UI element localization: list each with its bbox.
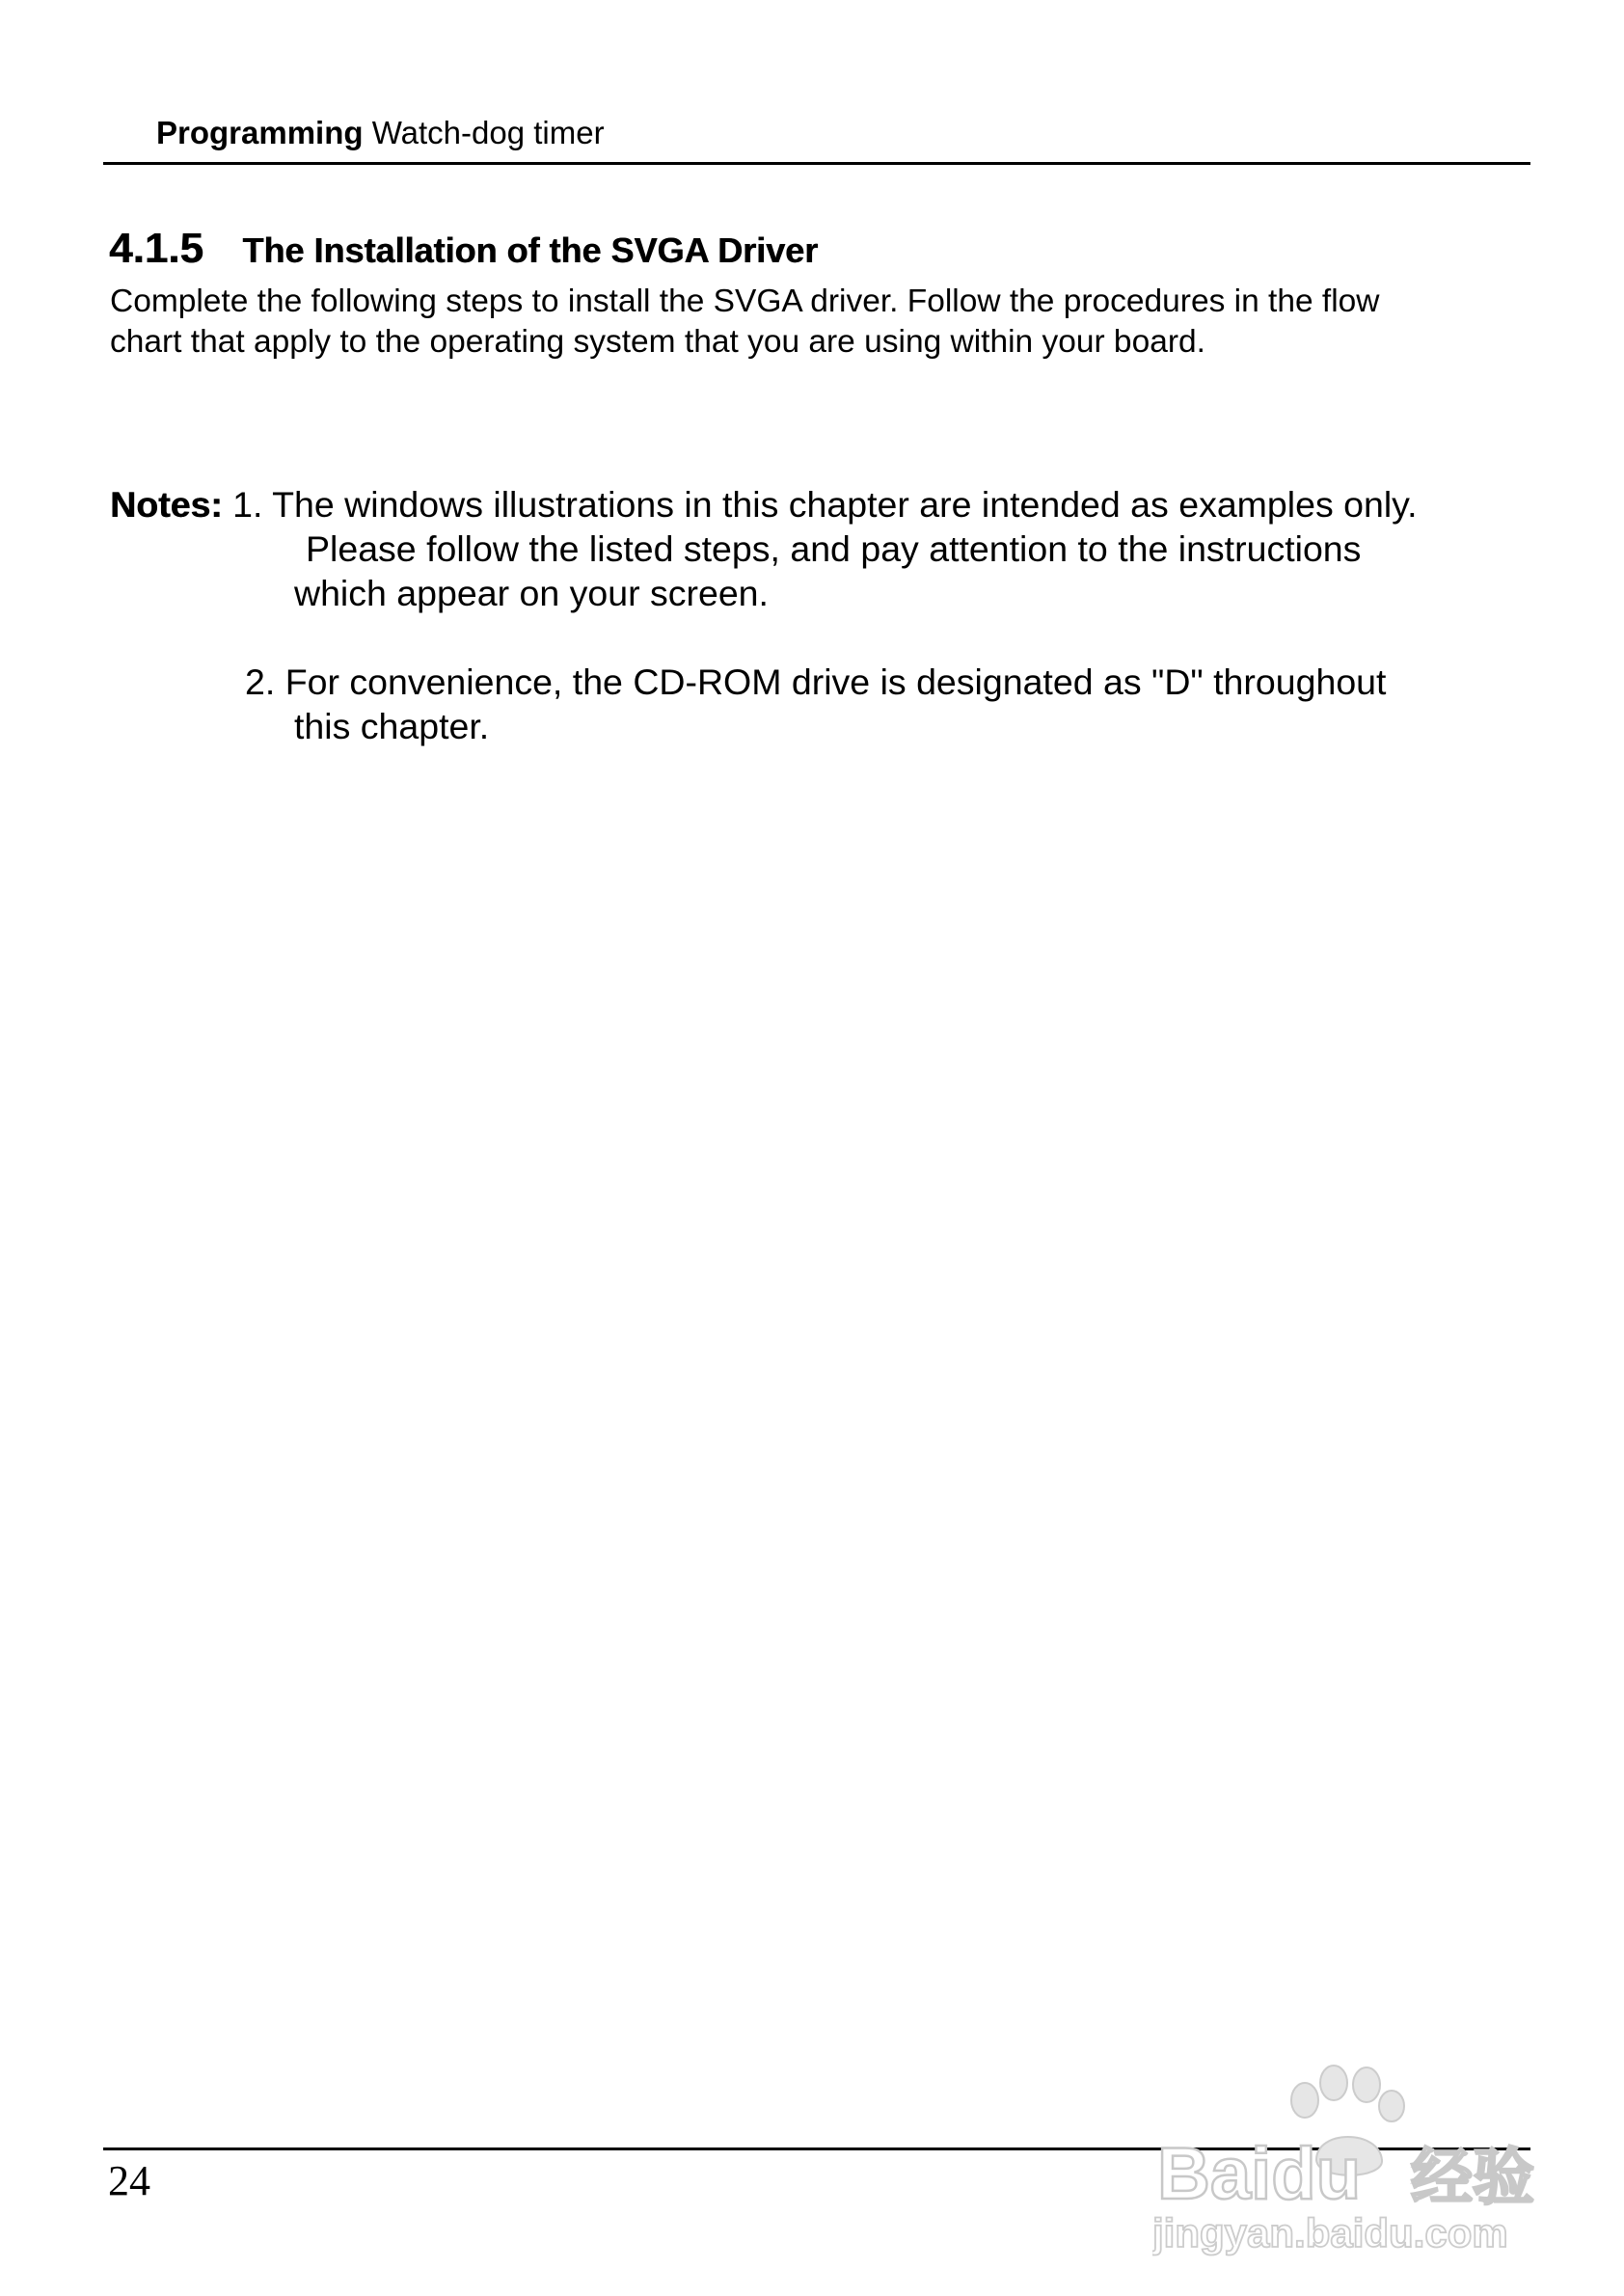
intro-line: Complete the following steps to install the SVGA driver. Follow the procedures in the flow — [110, 284, 1380, 319]
notes-first-line — [110, 482, 1418, 527]
baidu-watermark — [1152, 2054, 1557, 2256]
section-title: The Installation of the SVGA Driver — [242, 230, 819, 270]
watermark-url: jingyan.baidu.com — [1152, 2210, 1508, 2255]
section-heading — [109, 222, 818, 278]
note-2-line: this chapter. — [294, 706, 490, 746]
intro-line: chart that apply to the operating system that you are using within your board. — [110, 324, 1205, 360]
section-number: 4.1.5 — [109, 225, 203, 272]
running-header — [156, 114, 605, 152]
header-section-label: Programming — [156, 115, 364, 150]
intro-paragraph — [110, 282, 1537, 363]
header-divider — [103, 162, 1530, 165]
page-number: 24 — [108, 2157, 150, 2204]
note-2-line: 2. For convenience, the CD-ROM drive is designated as "D" throughout — [245, 662, 1387, 702]
header-section-subtitle: Watch-dog timer — [371, 115, 605, 150]
note-1-line: 1. The windows illustrations in this chapter are intended as examples only. — [232, 484, 1418, 525]
note-1-line: which appear on your screen. — [294, 573, 769, 613]
paw-logo-icon — [1152, 2054, 1557, 2256]
notes-label: Notes: — [110, 484, 223, 525]
watermark-brand: Baidu — [1157, 2133, 1362, 2215]
watermark-brand-cn: 经验 — [1411, 2143, 1534, 2212]
note-1-line: Please follow the listed steps, and pay attention to the instructions — [306, 528, 1362, 569]
